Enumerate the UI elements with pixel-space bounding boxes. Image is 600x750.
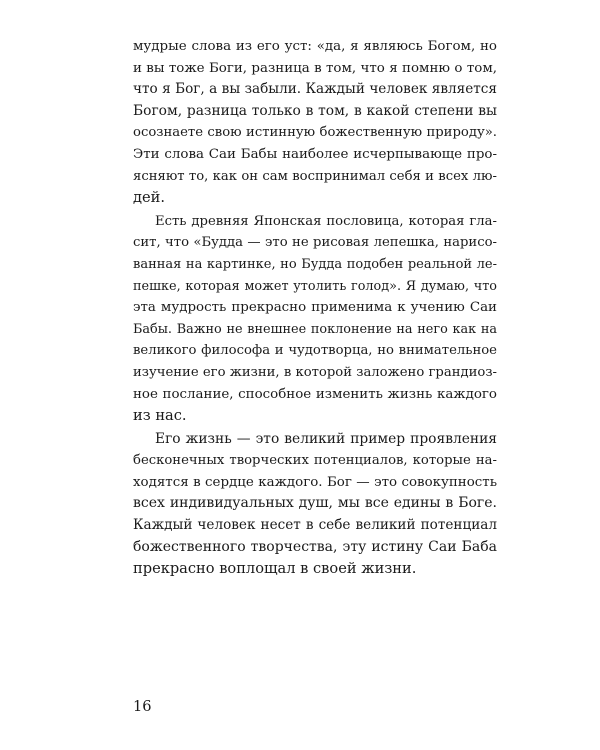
text-line: ясняют то, как он сам воспринимал себя и всех лю- [133, 168, 497, 184]
text-line: ванная на картинке, но Будда подобен реальной ле- [133, 256, 497, 272]
text-line: изучение его жизни, в которой заложено грандиоз- [133, 364, 497, 380]
text-line: Каждый человек несет в себе великий потенциал [133, 517, 497, 534]
text-line: ное послание, способное изменить жизнь каждого [133, 386, 497, 402]
paragraph-3 [133, 429, 497, 580]
text-line: осознаете свою истинную божественную природу». [133, 125, 497, 141]
text-line: бесконечных творческих потенциалов, которые на- [133, 453, 497, 469]
text-line: пешке, которая может утолить голод». Я думаю, что [133, 278, 497, 294]
text-line: всех индивидуальных душ, мы все едины в Боге. [133, 495, 497, 512]
text-line: Бабы. Важно не внешнее поклонение на него как на [133, 321, 497, 337]
text-line: из нас. [133, 407, 187, 425]
text-line: Его жизнь — это великий пример проявления [155, 430, 497, 447]
text-line: Богом, разница только в том, в какой степени вы [133, 102, 497, 119]
text-line: эта мудрость прекрасно применима к учению Саи [133, 300, 497, 316]
text-line: сит, что «Будда — это не рисовая лепешка, нарисо- [133, 235, 497, 251]
text-line: что я Бог, а вы забыли. Каждый человек является [133, 81, 497, 98]
page-number: 16 [133, 698, 152, 715]
body-text [133, 36, 497, 580]
text-line: мудрые слова из его уст: «да, я являюсь Богом, но [133, 39, 497, 54]
text-line: прекрасно воплощал в своей жизни. [133, 560, 417, 578]
paragraph-1 [133, 36, 497, 209]
text-line: божественного творчества, эту истину Саи Баба [133, 538, 497, 555]
text-line: и вы тоже Боги, разница в том, что я помню о том, [133, 60, 497, 76]
text-line: дей. [133, 189, 165, 207]
text-line: Есть древняя Японская пословица, которая гла- [155, 213, 497, 229]
paragraph-2 [133, 211, 497, 427]
text-line: великого философа и чудотворца, но внимательное [133, 343, 497, 359]
text-line: Эти слова Саи Бабы наиболее исчерпывающе про- [133, 146, 497, 162]
text-line: ходятся в сердце каждого. Бог — это совокупность [133, 474, 497, 490]
